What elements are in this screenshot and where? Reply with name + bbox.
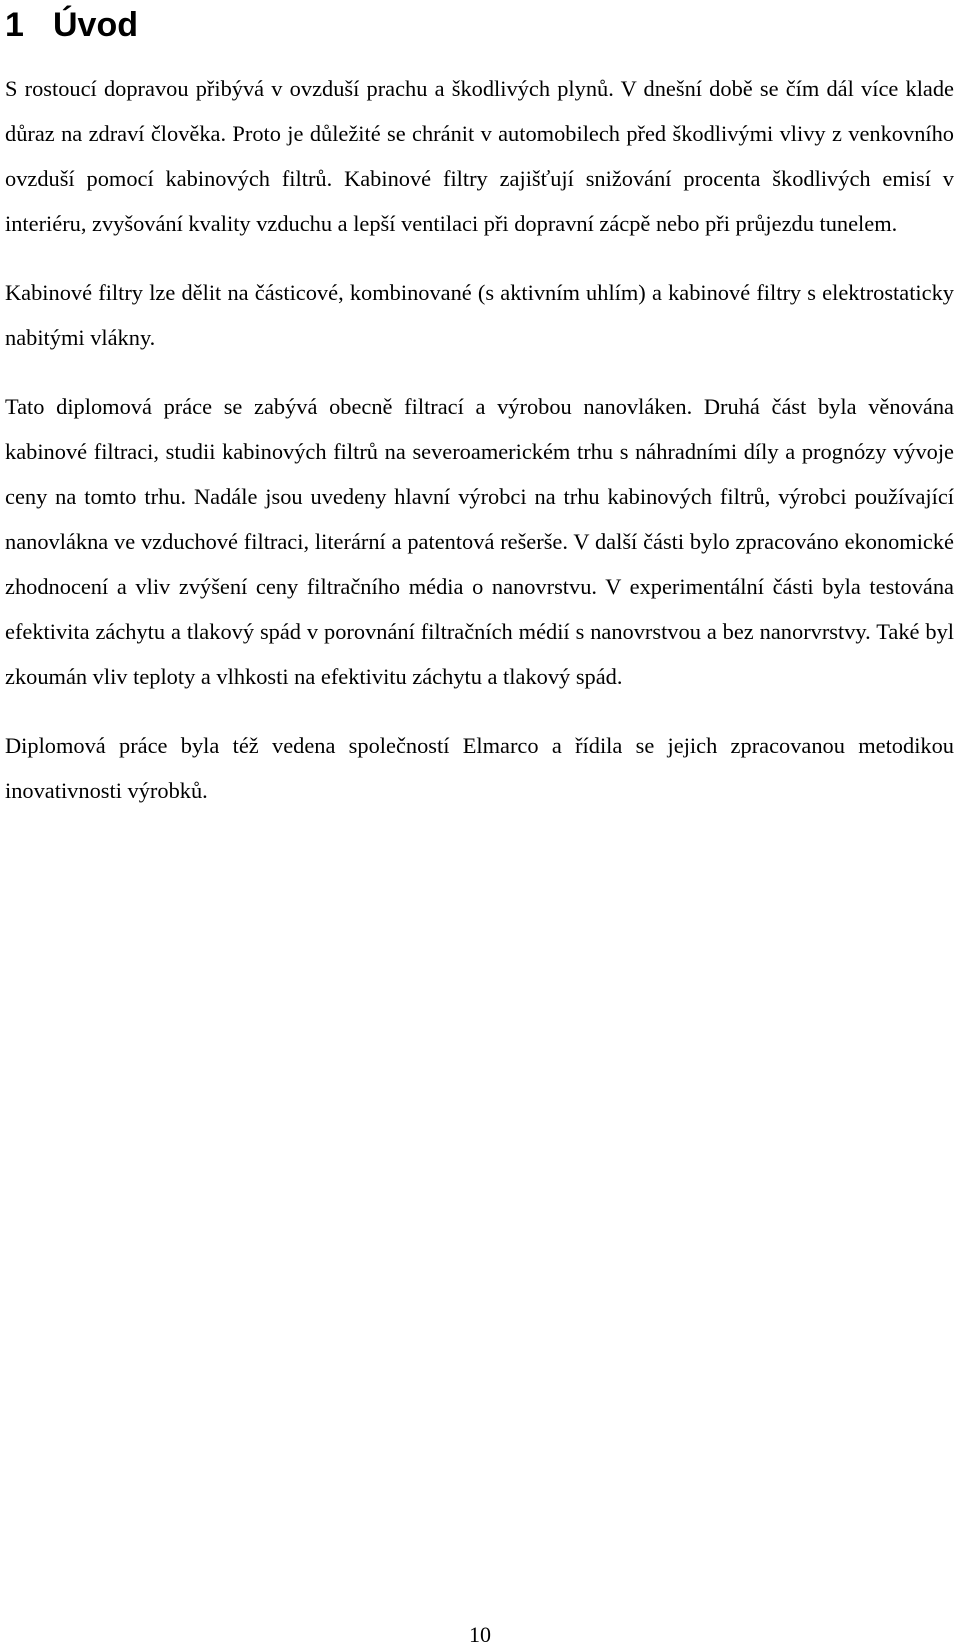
paragraph-elmarco: Diplomová práce byla též vedena společností Elmarco a řídila se jejich zpracovanou metodikou inovativnosti výrobků. <box>5 733 954 803</box>
paragraph-filter-types: Kabinové filtry lze dělit na částicové, kombinované (s aktivním uhlím) a kabinové filtry s elektrostaticky nabitými vlákny. <box>5 280 954 350</box>
section-heading <box>5 0 138 50</box>
paragraph-thesis-overview: Tato diplomová práce se zabývá obecně filtrací a výrobou nanovláken. Druhá část byla věnována kabinové filtraci, studii kabinových filtrů na severoamerickém trhu s náhradními díly a prognózy vývoje ceny na tomto trhu. Nadále jsou uvedeny hlavní výrobci na trhu kabinových filtrů, výrobci používající nanovlákna ve vzduchové filtraci, literární a patentová rešerše. V další části bylo zpracováno ekonomické zhodnocení a vliv zvýšení ceny filtračního média o nanovrstvu. V experimentální části byla testována efektivita záchytu a tlakový spád v porovnání filtračních médií s nanovrstvou a bez nanorvrstvy. Také byl zkoumán vliv teploty a vlhkosti na efektivitu záchytu a tlakový spád. <box>5 394 954 689</box>
section-title: Úvod <box>53 6 138 44</box>
page-number: 10 <box>469 1622 491 1647</box>
section-number: 1 <box>5 6 24 44</box>
paragraph-intro: S rostoucí dopravou přibývá v ovzduší prachu a škodlivých plynů. V dnešní době se čím dál více klade důraz na zdraví člověka. Proto je důležité se chránit v automobilech před škodlivými vlivy z venkovního ovzduší pomocí kabinových filtrů. Kabinové filtry zajišťují snižování procenta škodlivých emisí v interiéru, zvyšování kvality vzduchu a lepší ventilaci při dopravní zácpě nebo při průjezdu tunelem. <box>5 76 954 236</box>
section-body <box>5 66 954 837</box>
